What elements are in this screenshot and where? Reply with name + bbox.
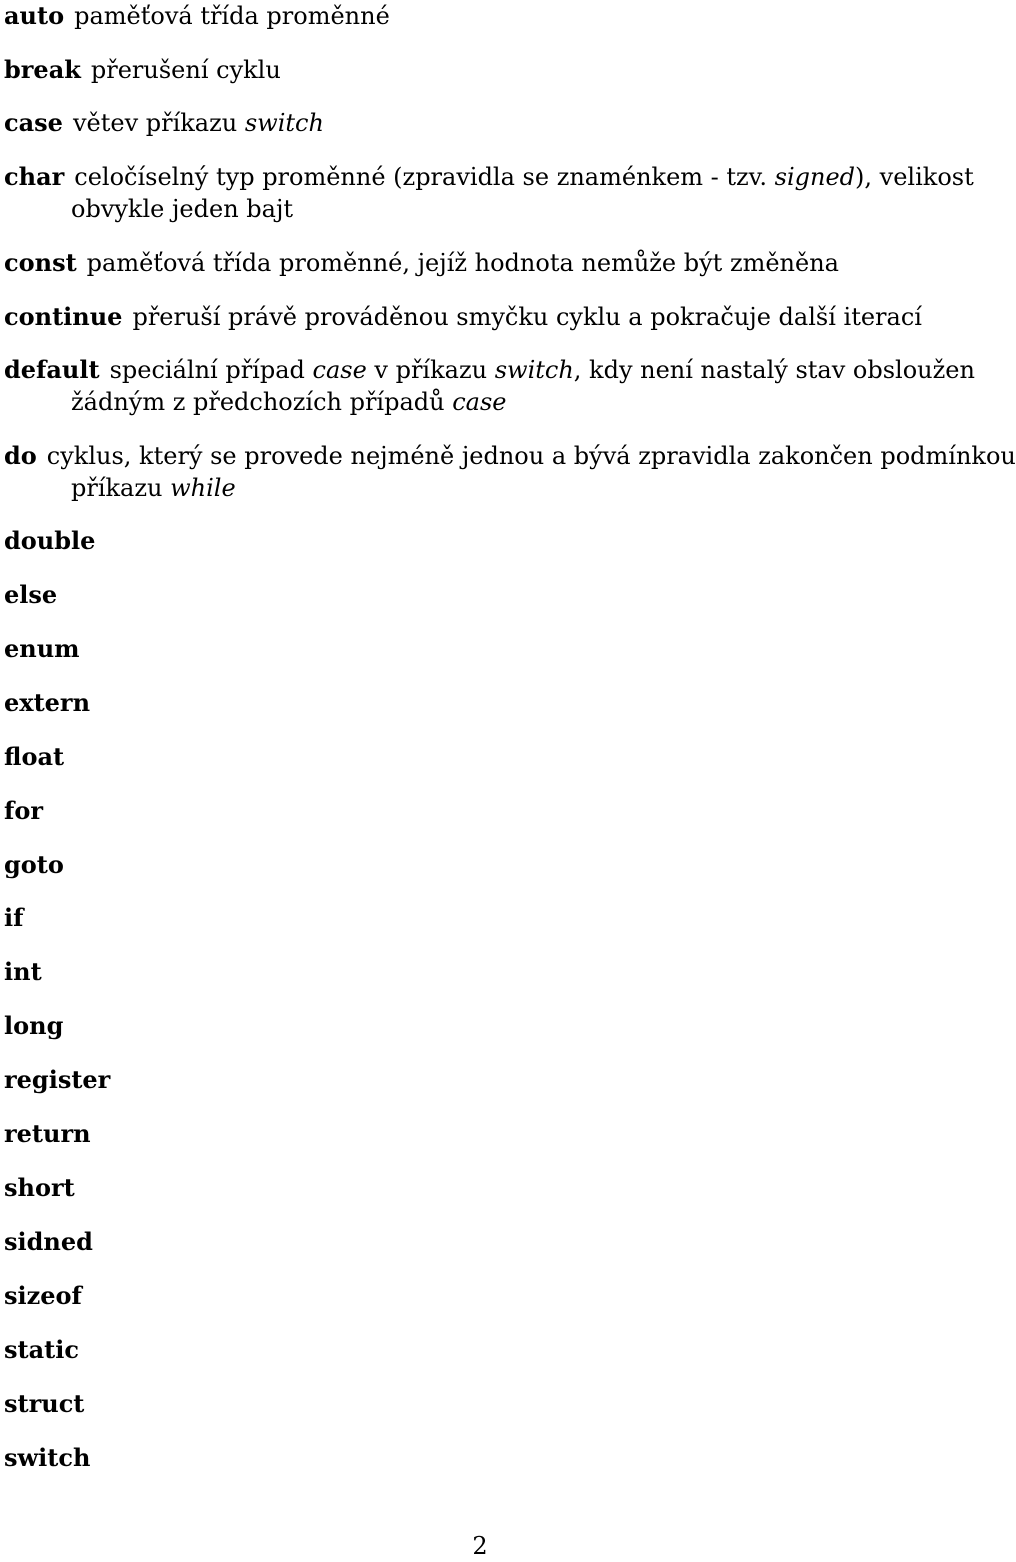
keyword-term: break: [4, 55, 81, 84]
keyword-term: if: [4, 903, 24, 932]
entry-float: [4, 741, 956, 773]
page-number: 2: [472, 1532, 488, 1560]
entry-switch: [4, 1442, 956, 1474]
keyword-description-italic: switch: [244, 109, 324, 137]
entry-double: [4, 525, 956, 557]
entry-short: [4, 1172, 956, 1204]
keyword-description-italic: case: [452, 388, 507, 416]
keyword-description: žádným z předchozích případů: [71, 388, 453, 416]
keyword-term: char: [4, 162, 65, 191]
keyword-term: float: [4, 742, 65, 771]
keyword-description: paměťová třída proměnné, jejíž hodnota nemůže být změněna: [86, 249, 839, 277]
keyword-description-italic: signed: [774, 163, 856, 191]
entry-default: [4, 354, 975, 418]
entry-goto: [4, 849, 956, 881]
keyword-term: struct: [4, 1389, 85, 1418]
keyword-term: return: [4, 1119, 91, 1148]
keyword-term: for: [4, 796, 43, 825]
keyword-description: přerušení cyklu: [90, 56, 281, 84]
keyword-description-continuation: [4, 386, 956, 418]
entry-auto: [4, 0, 956, 32]
keyword-description: speciální případ: [109, 356, 313, 384]
entry-else: [4, 579, 956, 611]
entry-for: [4, 795, 956, 827]
entry-char: [4, 161, 974, 225]
keyword-description: cyklus, který se provede nejméně jednou a bývá zpravidla zakončen podmínkou: [46, 442, 1016, 470]
keyword-description: přeruší právě prováděnou smyčku cyklu a pokračuje další iterací: [132, 303, 922, 331]
entry-do: [4, 440, 1016, 504]
entry-break: [4, 54, 956, 86]
keyword-description: celočíselný typ proměnné (zpravidla se znaménkem - tzv.: [74, 163, 775, 191]
keyword-term: do: [4, 441, 37, 470]
entry-return: [4, 1118, 956, 1150]
keyword-description: příkazu: [71, 474, 171, 502]
keyword-term: continue: [4, 302, 123, 331]
keyword-term: double: [4, 526, 96, 555]
keyword-term: static: [4, 1335, 79, 1364]
keyword-term: auto: [4, 1, 65, 30]
entry-int: [4, 956, 956, 988]
keyword-term: enum: [4, 634, 80, 663]
entry-const: [4, 247, 956, 279]
entry-sizeof: [4, 1280, 956, 1312]
keyword-description: ), velikost: [855, 163, 974, 191]
keyword-description-italic: while: [170, 474, 236, 502]
entry-case: [4, 107, 956, 139]
keyword-description-continuation: [4, 472, 956, 504]
keyword-term: short: [4, 1173, 75, 1202]
entry-extern: [4, 687, 956, 719]
entry-register: [4, 1064, 956, 1096]
entry-long: [4, 1010, 956, 1042]
keyword-term: case: [4, 108, 63, 137]
keyword-term: default: [4, 355, 100, 384]
keyword-description-continuation: obvykle jeden bajt: [71, 195, 294, 223]
keyword-description: , kdy není nastalý stav obsloužen: [573, 356, 975, 384]
keyword-description: v příkazu: [366, 356, 495, 384]
keyword-description: paměťová třída proměnné: [74, 2, 390, 30]
keyword-term: else: [4, 580, 58, 609]
keyword-term: switch: [4, 1443, 91, 1472]
entry-if: [4, 902, 956, 934]
keyword-term: extern: [4, 688, 91, 717]
entry-static: [4, 1334, 956, 1366]
keyword-term: long: [4, 1011, 64, 1040]
keyword-term: register: [4, 1065, 111, 1094]
entry-enum: [4, 633, 956, 665]
entry-sidned: [4, 1226, 956, 1258]
keyword-description: větev příkazu: [72, 109, 245, 137]
keyword-term: int: [4, 957, 42, 986]
entry-continue: [4, 301, 956, 333]
keyword-term: goto: [4, 850, 64, 879]
keyword-term: const: [4, 248, 77, 277]
entry-struct: [4, 1388, 956, 1420]
keyword-description-italic: switch: [494, 356, 574, 384]
keyword-term: sidned: [4, 1227, 93, 1256]
keyword-term: sizeof: [4, 1281, 82, 1310]
keyword-description-italic: case: [312, 356, 367, 384]
